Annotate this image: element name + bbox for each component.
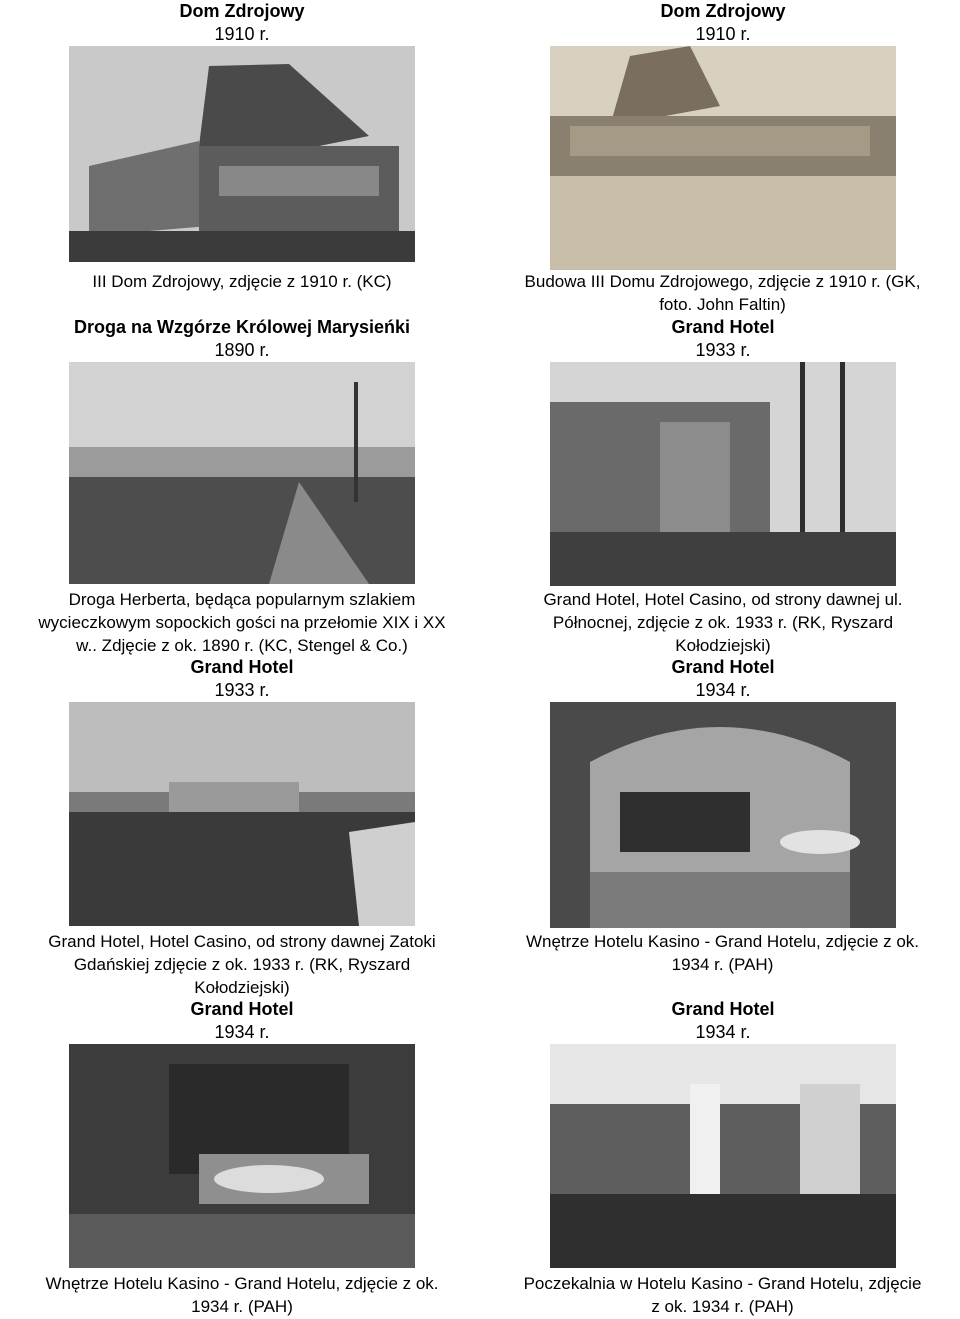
item-6-caption [485,930,960,976]
item-1-header [60,0,424,46]
photo-droga-herberta [69,362,415,584]
item-year: 1933 r. [695,340,751,360]
item-2-caption [485,270,960,316]
photo-graphic [69,46,415,262]
photo-graphic [69,702,415,926]
photo-caption-line-3: Kołodziejski) [675,636,771,655]
item-title: Grand Hotel [671,657,775,677]
item-3-header [20,316,464,362]
item-title: Dom Zdrojowy [179,1,305,21]
photo-poczekalnia [550,1044,896,1268]
photo-caption-line-2: z ok. 1934 r. (PAH) [651,1297,794,1316]
photo-caption-line-2: Gdańskiej zdjęcie z ok. 1933 r. (RK, Ryszard [73,955,411,974]
item-title: Droga na Wzgórze Królowej Marysieńki [73,317,411,337]
photo-caption-line-3: Kołodziejski) [194,978,290,997]
item-year: 1910 r. [214,24,270,44]
photo-graphic [69,362,415,584]
item-year: 1934 r. [695,1022,751,1042]
photo-caption-line-2: 1934 r. (PAH) [191,1297,293,1316]
item-title: Grand Hotel [190,999,294,1019]
item-7-caption [0,1272,484,1318]
item-title: Grand Hotel [671,999,775,1019]
photo-caption-line-2: 1934 r. (PAH) [671,955,774,974]
photo-grand-hotel-zatoka [69,702,415,926]
photo-caption-line-1: Poczekalnia w Hotelu Kasino - Grand Hotelu, zdjęcie [523,1274,922,1293]
item-5-caption [0,930,484,999]
item-year: 1890 r. [214,340,270,360]
item-year: 1933 r. [214,680,270,700]
photo-caption-line-1: Grand Hotel, Hotel Casino, od strony dawnej ul. [543,590,903,609]
item-8-caption [485,1272,960,1318]
item-year: 1910 r. [695,24,751,44]
item-7-header [60,998,424,1044]
photo-caption-line-1: Grand Hotel, Hotel Casino, od strony dawnej Zatoki [48,932,436,951]
photo-caption-line-2: foto. John Faltin) [659,295,786,314]
photo-caption-line-2: Północnej, zdjęcie z ok. 1933 r. (RK, Ryszard [552,613,894,632]
photo-grand-hotel-ulica [550,362,896,586]
item-6-header [538,656,908,702]
item-8-header [538,998,908,1044]
item-title: Grand Hotel [190,657,294,677]
item-2-header [538,0,908,46]
photo-graphic [550,1044,896,1268]
photo-caption-line-2: wycieczkowym sopockich gości na przełomie XIX i XX [38,613,446,632]
photo-caption-line-3: w.. Zdjęcie z ok. 1890 r. (KC, Stengel & Co.) [76,636,408,655]
photo-wnetrze-pokoj [550,702,896,928]
item-year: 1934 r. [214,1022,270,1042]
photo-caption-line-1: Budowa III Domu Zdrojowego, zdjęcie z 1910 r. (GK, [524,272,921,291]
item-5-header [60,656,424,702]
photo-graphic [550,46,896,270]
item-title: Dom Zdrojowy [660,1,786,21]
photo-graphic [69,1044,415,1268]
item-4-caption [488,588,958,657]
photo-graphic [550,702,896,928]
item-title: Grand Hotel [671,317,775,337]
photo-caption-line-1: Wnętrze Hotelu Kasino - Grand Hotelu, zdjęcie z ok. [525,932,920,951]
photo-caption: III Dom Zdrojowy, zdjęcie z 1910 r. (KC) [92,272,392,291]
photo-budowa-dom-zdrojowy [550,46,896,270]
item-4-header [538,316,908,362]
item-1-caption [40,270,444,293]
item-3-caption [0,588,484,657]
photo-caption-line-1: Wnętrze Hotelu Kasino - Grand Hotelu, zdjęcie z ok. [45,1274,439,1293]
photo-caption-line-1: Droga Herberta, będąca popularnym szlakiem [68,590,416,609]
photo-graphic [550,362,896,586]
photo-wnetrze-salon [69,1044,415,1268]
item-year: 1934 r. [695,680,751,700]
photo-dom-zdrojowy-1910 [69,46,415,262]
